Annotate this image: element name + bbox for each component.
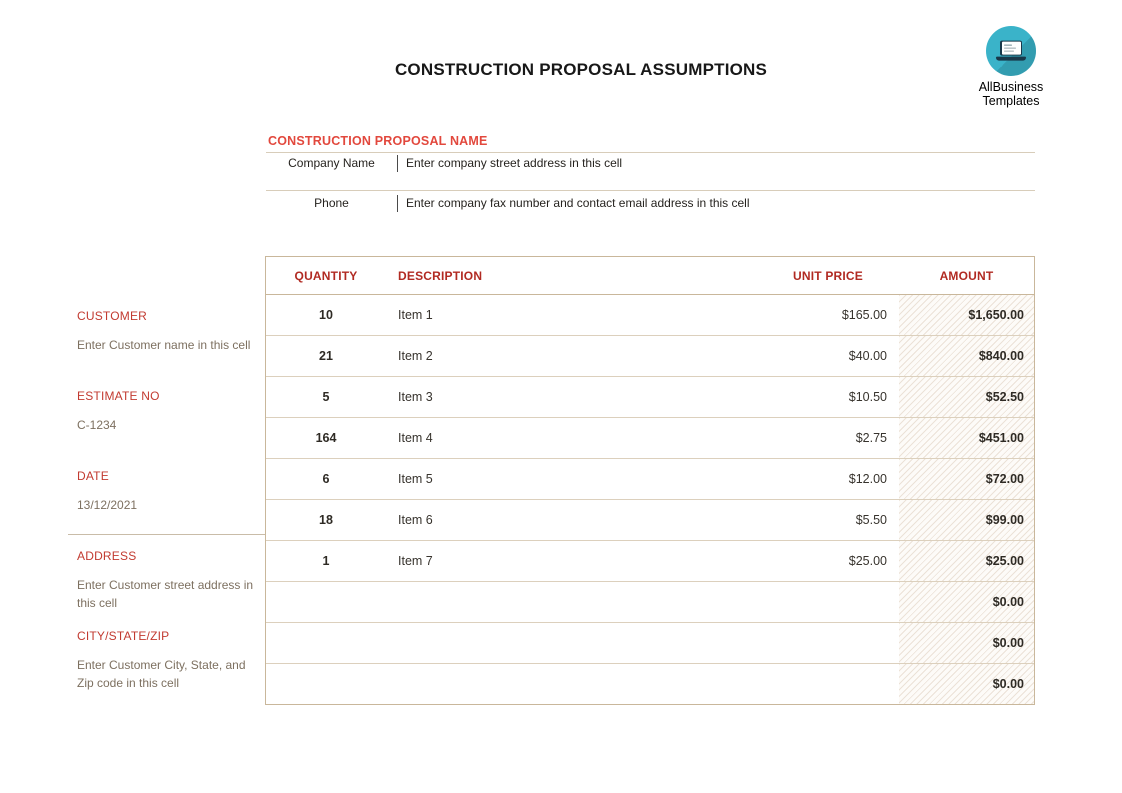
quantity-cell[interactable] (266, 664, 386, 704)
unit-price-cell[interactable]: $10.50 (848, 390, 887, 404)
quantity-cell[interactable]: 18 (319, 513, 333, 527)
col-header-amount: AMOUNT (939, 268, 994, 283)
phone-field[interactable]: Enter company fax number and contact email address in this cell (397, 195, 750, 212)
city-state-zip-label: CITY/STATE/ZIP (77, 629, 170, 643)
description-cell[interactable] (386, 623, 631, 663)
quantity-cell[interactable]: 21 (319, 349, 333, 363)
brand-logo (961, 26, 1061, 108)
amount-cell: $451.00 (899, 418, 1034, 458)
unit-price-cell[interactable]: $165.00 (841, 308, 887, 322)
laptop-icon (986, 26, 1036, 76)
amount-cell: $840.00 (899, 336, 1034, 376)
table-row (266, 664, 1034, 704)
col-header-description: DESCRIPTION (398, 268, 483, 283)
description-cell[interactable]: Item 2 (398, 349, 433, 363)
proposal-name-heading: CONSTRUCTION PROPOSAL NAME (268, 134, 488, 148)
page-title: CONSTRUCTION PROPOSAL ASSUMPTIONS (394, 60, 768, 79)
amount-cell: $0.00 (899, 664, 1034, 704)
amount-cell: $72.00 (899, 459, 1034, 499)
date-label: DATE (77, 469, 109, 483)
description-cell[interactable]: Item 7 (398, 554, 433, 568)
address-field[interactable]: Enter Customer street address in this cell (77, 578, 254, 610)
quantity-cell[interactable]: 5 (322, 390, 330, 404)
amount-cell: $0.00 (899, 582, 1034, 622)
estimate-no-label: ESTIMATE NO (77, 389, 160, 403)
company-name-row (266, 155, 1035, 172)
quantity-cell[interactable]: 10 (319, 308, 333, 322)
unit-price-cell[interactable]: $12.00 (848, 472, 887, 486)
table-row (266, 459, 1034, 500)
unit-price-cell[interactable] (631, 582, 899, 622)
description-cell[interactable]: Item 1 (398, 308, 433, 322)
phone-label: Phone (314, 196, 349, 210)
quantity-cell[interactable]: 6 (322, 472, 330, 486)
table-row (266, 541, 1034, 582)
amount-cell: $52.50 (899, 377, 1034, 417)
unit-price-cell[interactable] (631, 623, 899, 663)
table-row (266, 623, 1034, 664)
table-row (266, 582, 1034, 623)
unit-price-cell[interactable]: $5.50 (855, 513, 887, 527)
estimate-no-value[interactable]: C-1234 (77, 418, 117, 432)
description-cell[interactable]: Item 6 (398, 513, 433, 527)
amount-cell: $0.00 (899, 623, 1034, 663)
table-header-row (266, 257, 1034, 295)
date-value[interactable]: 13/12/2021 (77, 498, 138, 512)
quantity-cell[interactable] (266, 582, 386, 622)
city-state-zip-field[interactable]: Enter Customer City, State, and Zip code in this cell (77, 658, 246, 690)
customer-name-field[interactable]: Enter Customer name in this cell (77, 338, 251, 352)
description-cell[interactable] (386, 664, 631, 704)
col-header-unit-price: UNIT PRICE (792, 268, 863, 283)
description-cell[interactable]: Item 3 (398, 390, 433, 404)
amount-cell: $25.00 (899, 541, 1034, 581)
divider-line (266, 190, 1035, 191)
description-cell[interactable]: Item 4 (398, 431, 433, 445)
items-table (265, 256, 1035, 705)
address-label: ADDRESS (77, 549, 137, 563)
table-row (266, 500, 1034, 541)
divider-line (266, 152, 1035, 153)
brand-name-line1: AllBusiness (978, 80, 1044, 94)
company-phone-row (266, 195, 1035, 212)
quantity-cell[interactable] (266, 623, 386, 663)
brand-name (961, 81, 1061, 108)
description-cell[interactable] (386, 582, 631, 622)
table-row (266, 295, 1034, 336)
customer-label: CUSTOMER (77, 309, 148, 323)
brand-name-line2: Templates (982, 93, 1040, 108)
quantity-cell[interactable]: 1 (322, 554, 330, 568)
table-row (266, 377, 1034, 418)
company-address-field[interactable]: Enter company street address in this cell (397, 155, 622, 172)
quantity-cell[interactable]: 164 (315, 431, 337, 445)
unit-price-cell[interactable]: $40.00 (848, 349, 887, 363)
company-name-label: Company Name (288, 156, 375, 170)
table-row (266, 418, 1034, 459)
description-cell[interactable]: Item 5 (398, 472, 433, 486)
amount-cell: $99.00 (899, 500, 1034, 540)
unit-price-cell[interactable] (631, 664, 899, 704)
amount-cell: $1,650.00 (899, 295, 1034, 335)
col-header-quantity: QUANTITY (294, 268, 358, 283)
unit-price-cell[interactable]: $2.75 (855, 431, 887, 445)
table-row (266, 336, 1034, 377)
unit-price-cell[interactable]: $25.00 (848, 554, 887, 568)
sidebar-divider-line (68, 534, 267, 535)
